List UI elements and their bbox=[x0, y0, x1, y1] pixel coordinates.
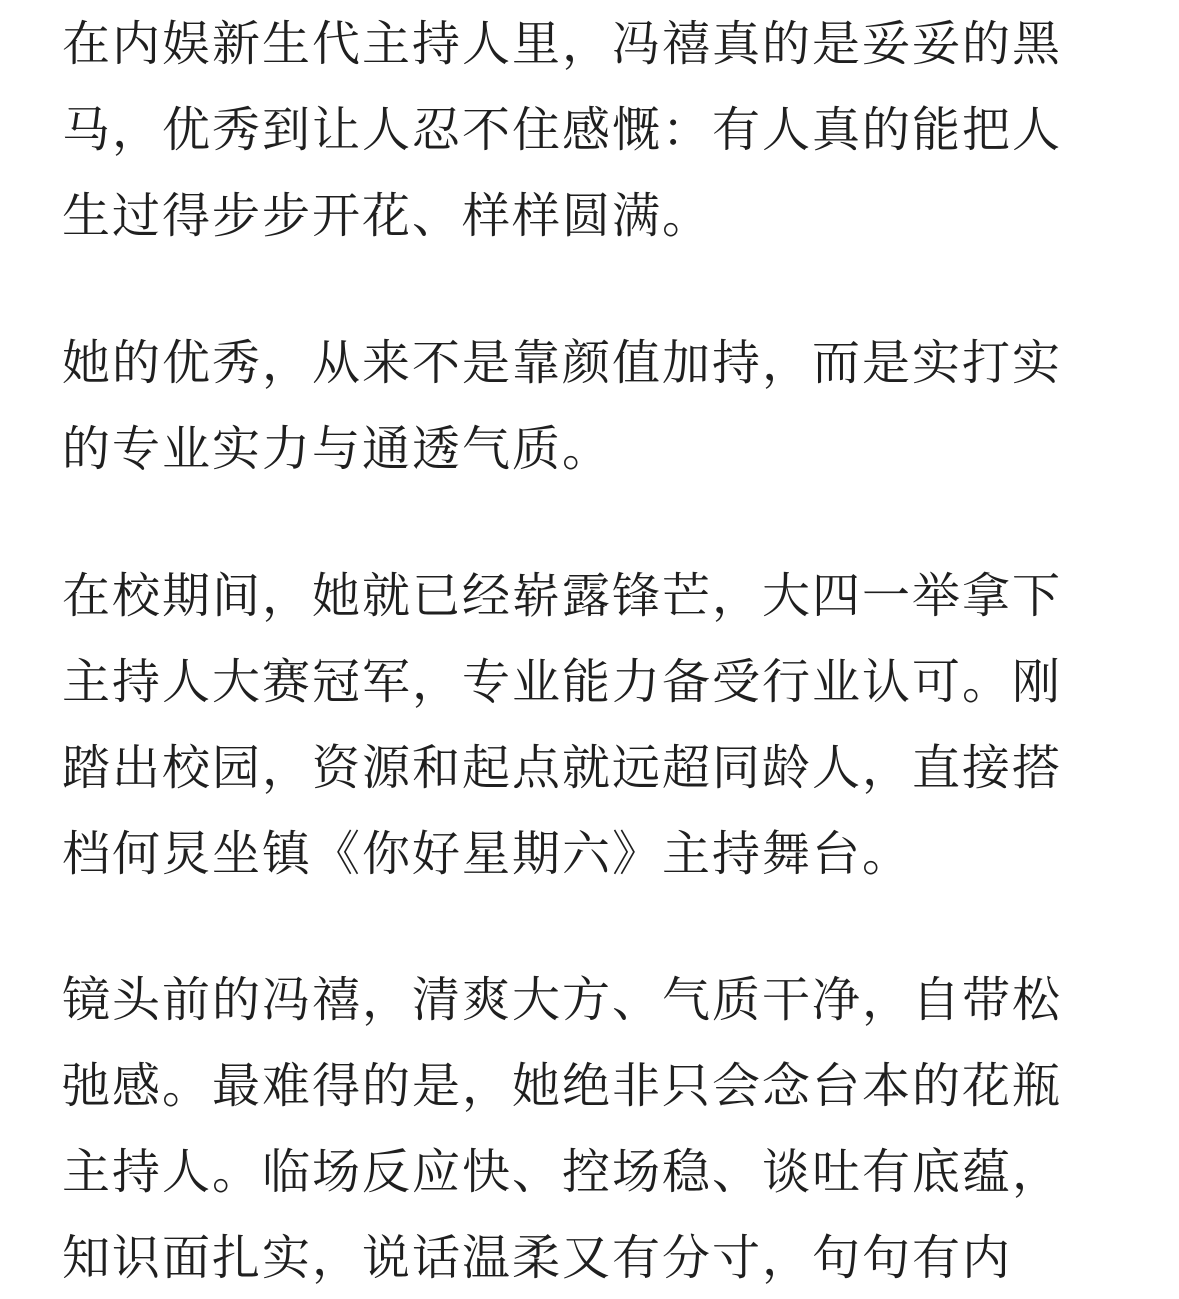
paragraph-4-line-2: 弛感。最难得的是，她绝非只会念台本的花瓶 bbox=[62, 1058, 1063, 1114]
paragraph-2-line-1: 她的优秀，从来不是靠颜值加持，而是实打实 bbox=[62, 335, 1063, 391]
paragraph-4-line-4: 知识面扎实，说话温柔又有分寸，句句有内 bbox=[62, 1230, 1013, 1286]
paragraph-1-line-2: 马，优秀到让人忍不住感慨：有人真的能把人 bbox=[62, 102, 1063, 158]
paragraph-1-line-1: 在内娱新生代主持人里，冯禧真的是妥妥的黑 bbox=[62, 16, 1063, 72]
paragraph-4-line-3: 主持人。临场反应快、控场稳、谈吐有底蕴， bbox=[62, 1144, 1063, 1200]
paragraph-1-line-3: 生过得步步开花、样样圆满。 bbox=[62, 188, 713, 244]
paragraph-3-line-4: 档何炅坐镇《你好星期六》主持舞台。 bbox=[62, 826, 913, 882]
paragraph-3-line-1: 在校期间，她就已经崭露锋芒，大四一举拿下 bbox=[62, 568, 1063, 624]
paragraph-3-line-2: 主持人大赛冠军，专业能力备受行业认可。刚 bbox=[62, 654, 1063, 710]
paragraph-2-line-2: 的专业实力与通透气质。 bbox=[62, 421, 613, 477]
paragraph-4-line-1: 镜头前的冯禧，清爽大方、气质干净，自带松 bbox=[62, 972, 1063, 1028]
paragraph-3-line-3: 踏出校园，资源和起点就远超同龄人，直接搭 bbox=[62, 740, 1063, 796]
